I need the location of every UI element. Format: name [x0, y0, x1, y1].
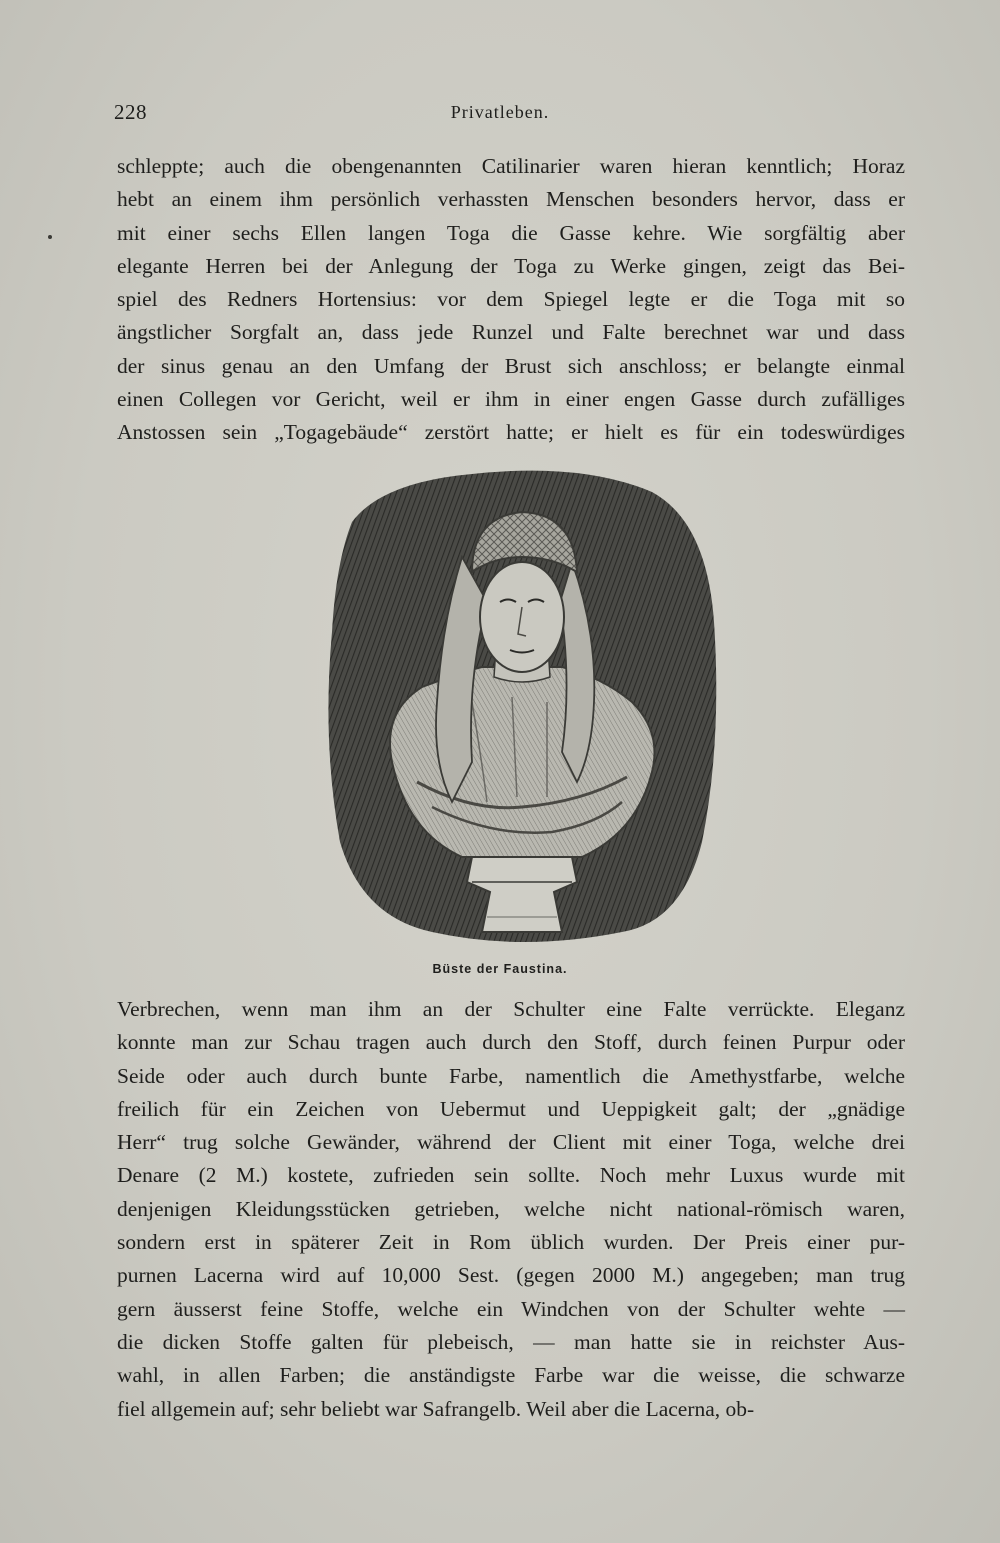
paragraph-bottom [117, 993, 905, 1426]
text-line: spiel des Redners Hortensius: vor dem Spiegel legte er die Toga mit so [117, 287, 905, 312]
text-line: wahl, in allen Farben; die anständigste Farbe war die weisse, die schwarze [117, 1363, 905, 1388]
text-line: Herr“ trug solche Gewänder, während der Client mit einer Toga, welche drei [117, 1130, 905, 1155]
text-line: Denare (2 M.) kostete, zufrieden sein sollte. Noch mehr Luxus wurde mit [117, 1163, 905, 1188]
text-line: fiel allgemein auf; sehr beliebt war Safrangelb. Weil aber die Lacerna, ob- [117, 1396, 755, 1421]
running-head: Privatleben. [450, 102, 550, 122]
bust-engraving [322, 462, 722, 962]
text-line: Seide oder auch durch bunte Farbe, namentlich die Amethystfarbe, welche [117, 1063, 905, 1088]
text-line: sondern erst in späterer Zeit in Rom üblich wurden. Der Preis einer pur- [117, 1230, 905, 1255]
text-line: mit einer sechs Ellen langen Toga die Gasse kehre. Wie sorgfältig aber [117, 220, 905, 245]
margin-speck [48, 235, 52, 239]
text-line: gern äusserst feine Stoffe, welche ein Windchen von der Schulter wehte — [117, 1296, 905, 1321]
page-number: 228 [114, 100, 147, 124]
text-line: schleppte; auch die obengenannten Catilinarier waren hieran kenntlich; Horaz [117, 154, 905, 178]
text-line: die dicken Stoffe galten für plebeisch, — man hatte sie in reichster Aus- [117, 1329, 905, 1354]
text-line: Verbrechen, wenn man ihm an der Schulter eine Falte verrückte. Eleganz [117, 997, 905, 1021]
text-line: denjenigen Kleidungsstücken getrieben, welche nicht national-römisch waren, [117, 1196, 905, 1221]
paragraph-top [117, 150, 905, 450]
text-line: purnen Lacerna wird auf 10,000 Sest. (gegen 2000 M.) angegeben; man trug [117, 1263, 905, 1288]
text-line: freilich für ein Zeichen von Uebermut und Ueppigkeit galt; der „gnädige [117, 1096, 905, 1121]
text-line: der sinus genau an den Umfang der Brust sich anschloss; er belangte einmal [117, 353, 905, 378]
bust-illustration [322, 462, 722, 962]
text-line: hebt an einem ihm persönlich verhassten Menschen besonders hervor, dass er [117, 187, 905, 212]
figure-caption: Büste der Faustina. [432, 962, 568, 976]
text-line: elegante Herren bei der Anlegung der Toga zu Werke gingen, zeigt das Bei- [117, 253, 905, 278]
text-line: einen Collegen vor Gericht, weil er ihm in einer engen Gasse durch zufälliges [117, 387, 905, 412]
text-line: Anstossen sein „Togagebäude“ zerstört hatte; er hielt es für ein todeswürdiges [117, 420, 905, 445]
text-line: ängstlicher Sorgfalt an, dass jede Runzel und Falte berechnet war und dass [117, 320, 905, 345]
text-line: konnte man zur Schau tragen auch durch den Stoff, durch feinen Purpur oder [117, 1030, 905, 1055]
